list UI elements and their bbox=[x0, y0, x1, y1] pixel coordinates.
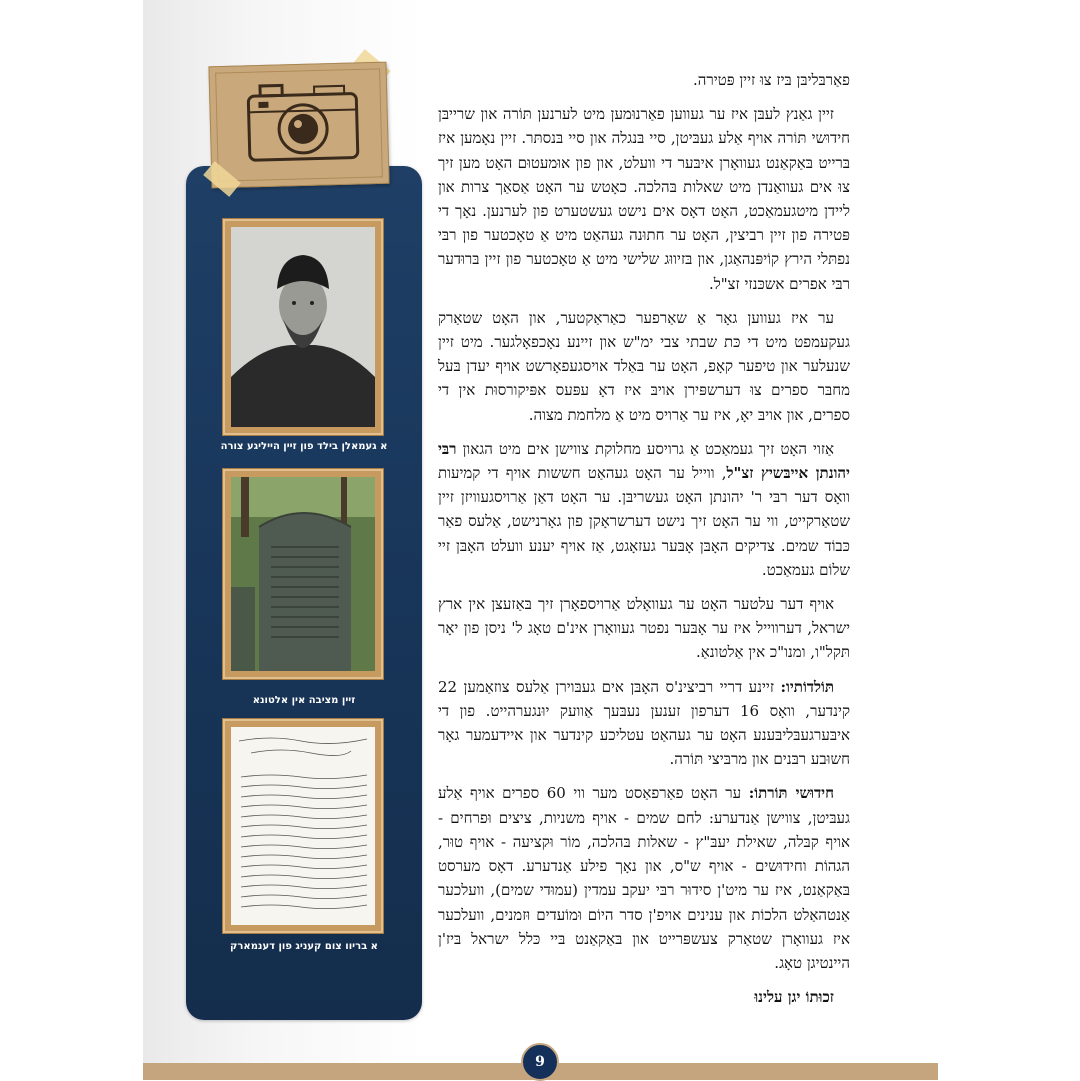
camera-card bbox=[208, 62, 389, 189]
paragraph bbox=[438, 675, 850, 772]
portrait-photo-frame bbox=[222, 218, 384, 436]
letter-photo bbox=[231, 727, 375, 925]
camera-icon bbox=[209, 63, 388, 188]
letter-photo-frame bbox=[222, 718, 384, 934]
highlighted-name: רבּי יהונתן אייבּשיץ זצ"ל bbox=[438, 439, 850, 483]
paragraph bbox=[438, 781, 850, 975]
letter-caption: א בריוו צום קעניג פון דענמארק bbox=[230, 941, 378, 952]
paragraph-text: ער האָט פאַרפאַסט מער ווי 60 ספרים אויף אַלע געבּיטן, צווישן אַנדערע: לחם שמים - אויף משניות, ציצים וּפרחים - אויף קבּלה, שאילת יעבּ"ץ - שאלות בּהלכה, מוֹר וּקציעה - אויף טוּר, הגהוֹת וחידוּשים - אויף ש"ס, און נאָך פילע אַנדערע. דאָס מערסט בּאַקאַנט, איז ער מיט'ן סידוּר רבּי יעקב עמדין (עמוּדי שמים), וועלכער אַנטהאַלט הלכוֹת און ענינים אויפ'ן סדר היוֹם וּמוֹעדים וּזמנים, וועלכער איז געוואָרן שטאַרק צעשפּרייט און בּאַקאַנט בּיי כּלל ישראל בּיז'ן היינטיגן טאָג. bbox=[438, 784, 850, 972]
closing-line bbox=[438, 985, 850, 1009]
paragraph: פאַרבּליבּן בּיז צוּ זיין פּטירה. bbox=[692, 71, 850, 89]
section-label: תּוֹלדוֹתיו: bbox=[780, 677, 834, 696]
closing-text: זכוּתוֹ יגן עלינוּ bbox=[754, 988, 834, 1007]
paragraph bbox=[438, 437, 850, 582]
paragraph-text: אַזוי האָט זיך געמאַכט אַ גרויסע מחלוקת צווישן אים מיט הגאון bbox=[462, 439, 834, 458]
tombstone-photo-frame bbox=[222, 468, 384, 680]
portrait-photo bbox=[231, 227, 375, 427]
tombstone-photo bbox=[231, 477, 375, 671]
paragraph: זיין גאַנץ לעבּן איז ער געווען פאַרנוּמען מיט לערנען תּוֹרה און שרייבּן חידוּשי תּוֹרה אויף אַלע געבּיטן, סיי בּנגלה און סיי בּנסתּר. זיין נאָמען איז בּרייט בּאַקאַנט געוואָרן איבּער די וועלט, און פון אוּמעטוּם האָט מען זיך צוּ אים געוואַנדן מיט שאלות בּהלכה. כאָטש ער האָט אַסאַך צרות און ליידן מיטגעמאַכט, האָט דאָס אים נישט געשטערט פון לערנען. נאָך די פּטירה פון זיין רביצין, האָט ער חתוּנה געהאַט מיט אַ טאָכטער פון רבּי נפתּלי הירץ קוֹיפּנהאַגן, און בּזיווּג שלישי מיט אַ טאָכטער פון זיין בּרוּדער רבּי אפרים אשכּנזי זצ"ל. bbox=[438, 105, 850, 293]
page-number: 9 bbox=[521, 1043, 559, 1081]
paragraph-text: , ווייל ער האָט געהאַט חששות אויף די קמיעות וואָס דער רבּי ר' יהונתן האָט געשריבּן. ער האָט דאַן אַרויסגעוויזן זיין שטאַרקייט, ווי ער האָט זיך נישט דערשראָקן פון גאָרנישט, אַלעס פאַר כּבוֹד שמים. צדיקים האָבּן אָבּער געזאָגט, אַז אויף יענע וועלט האָבּן זיי שלוֹם געמאַכט. bbox=[438, 464, 850, 579]
paragraph: אויף דער עלטער האָט ער געוואָלט אַרויספאָרן זיך בּאַזעצן אין ארץ ישראל, דערווייל איז ער אָבּער נפטר געוואָרן אינ'ם טאָג ל' ניסן פון יאָר תּקל"ו, ומנו"כ אין אַלטונאַ. bbox=[438, 595, 850, 662]
paragraph-text: זיינע דריי רביצינ'ס האָבּן אים געבּוירן אַלעס צוזאַמען 22 קינדער, וואָס 16 דערפון זענען נעבּעך אַוועק יוּנגערהייט. פון די איבּערגעבּליבּענע האָט ער געהאַט עטליכע קינדער און איידעמער גאָר חשוּבע רבּנים און מרבּיצי תּוֹרה. bbox=[438, 677, 850, 769]
paragraph: ער איז געווען גאָר אַ שאַרפער כאַראַקטער, און האָט שטאַרק געקעמפט מיט די כּת שבתי צבי ימ"ש און זיינע נאָכפאָלגער. מיט זיין שנעלער און טיפער קאָפ, האָט ער בּאַלד אויסגעפאָרשט אויף יעדן בּעל מחבּר ספרים צוּ דערשפּירן אויבּ איז דאָ עפּעס אפּיקורסוּת אין די ספרים, און אויבּ יאָ, איז ער אַרויס מיט אַ מלחמת מצוה. bbox=[438, 308, 850, 424]
article-body bbox=[438, 68, 850, 1019]
section-label: חידוּשי תּוֹרתוֹ: bbox=[748, 784, 834, 803]
tombstone-caption: זיין מציבה אין אלטונא bbox=[252, 695, 356, 706]
portrait-caption: א געמאלן בילד פון זיין הייליגע צורה bbox=[220, 441, 388, 452]
